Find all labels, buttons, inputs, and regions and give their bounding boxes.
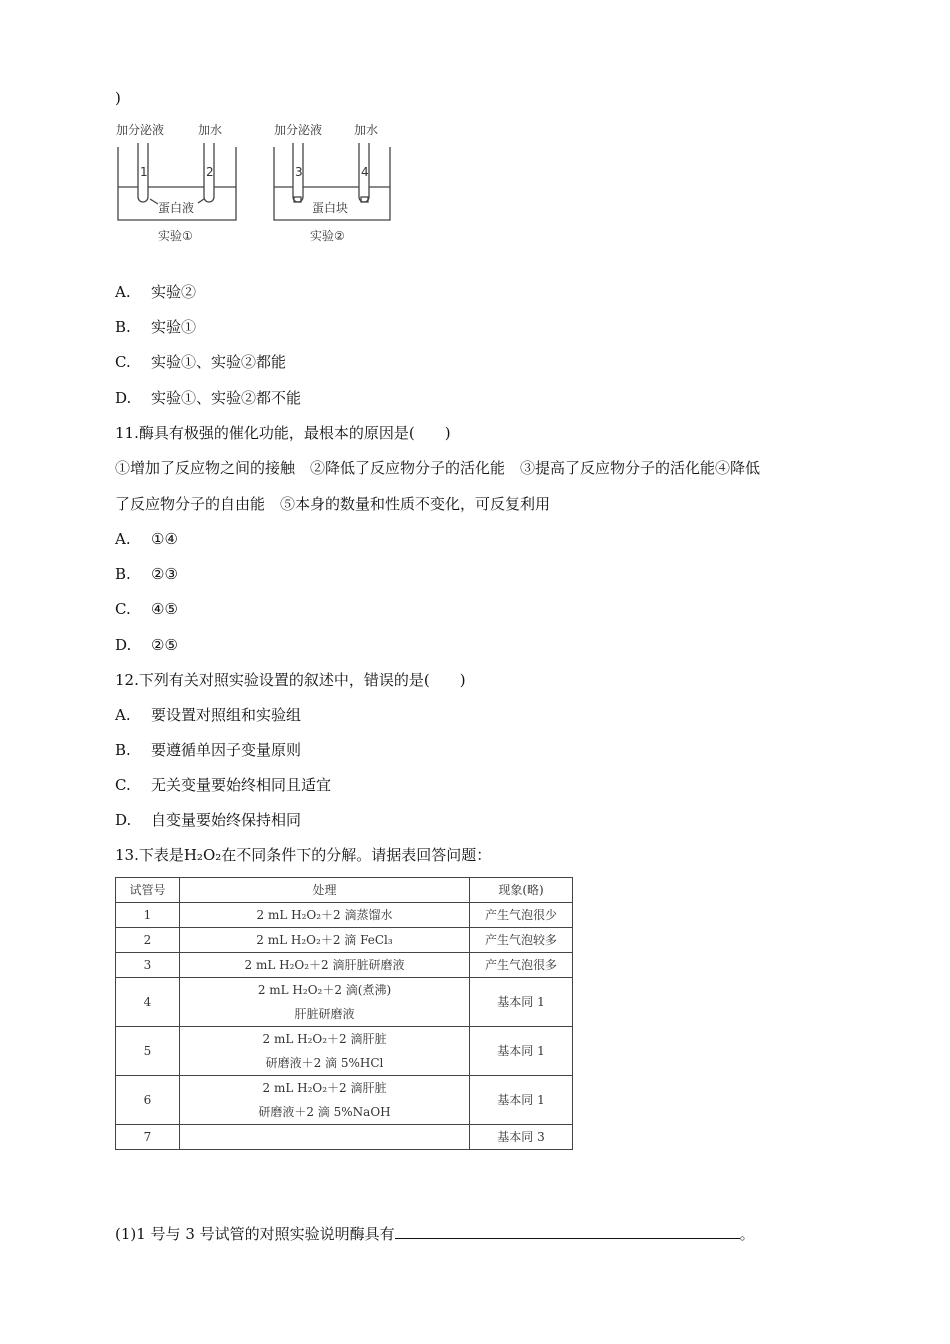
- option-key: B.: [115, 565, 131, 583]
- cell-no: 5: [116, 1027, 180, 1076]
- experiment-figure: [112, 115, 412, 250]
- option-key: A.: [115, 706, 131, 724]
- exp2-tube-3: 3: [295, 165, 303, 179]
- option-key: A.: [115, 283, 131, 301]
- q11-statements-line1: ①增加了反应物之间的接触 ②降低了反应物分子的活化能 ③提高了反应物分子的活化能④降低: [115, 459, 761, 477]
- table-row: [116, 1027, 573, 1076]
- q13-sub1: [115, 1224, 755, 1244]
- exp2-caption: 实验②: [310, 229, 345, 243]
- option-text: ②⑤: [151, 636, 178, 654]
- option-key: D.: [115, 811, 132, 829]
- q10-option-d: [115, 388, 301, 408]
- option-text: 实验②: [151, 283, 197, 301]
- q10-option-a: [115, 282, 196, 302]
- question-fragment-paren: ): [115, 89, 121, 107]
- cell-treatment: [180, 1076, 470, 1125]
- exp1-caption: 实验①: [158, 229, 193, 243]
- table-row: [116, 978, 573, 1027]
- option-text: 无关变量要始终相同且适宜: [151, 776, 332, 794]
- q11-option-c: [115, 599, 178, 619]
- sub1-text: (1)1 号与 3 号试管的对照实验说明酶具有: [115, 1225, 395, 1243]
- h2o2-table: [115, 877, 573, 1150]
- q10-option-b: [115, 317, 196, 337]
- treatment-line-1: 2 mL H₂O₂＋2 滴肝脏: [262, 1032, 387, 1046]
- cell-no: 6: [116, 1076, 180, 1125]
- treatment-line-1: 2 mL H₂O₂＋2 滴肝脏: [262, 1081, 387, 1095]
- sub1-suffix: 。: [739, 1225, 755, 1243]
- option-key: B.: [115, 318, 131, 336]
- cell-result: 基本同 3: [470, 1125, 573, 1150]
- option-key: D.: [115, 636, 132, 654]
- q12-option-b: [115, 740, 301, 760]
- option-key: C.: [115, 353, 131, 371]
- q10-option-c: [115, 352, 286, 372]
- exp1-tube-2: 2: [206, 165, 214, 179]
- option-text: 要设置对照组和实验组: [151, 706, 302, 724]
- option-key: A.: [115, 530, 131, 548]
- option-key: C.: [115, 600, 131, 618]
- cell-no: 1: [116, 903, 180, 928]
- treatment-line-2: 研磨液＋2 滴 5%NaOH: [258, 1105, 391, 1119]
- option-text: ②③: [151, 565, 178, 583]
- table-row: [116, 1125, 573, 1150]
- cell-result: 基本同 1: [470, 1076, 573, 1125]
- cell-treatment: [180, 978, 470, 1027]
- exp2-content: 蛋白块: [312, 201, 349, 215]
- q11-stem: 11.酶具有极强的催化功能，最根本的原因是( ): [115, 424, 451, 442]
- cell-no: 2: [116, 928, 180, 953]
- cell-treatment: [180, 1125, 470, 1150]
- exp2-label-right: 加水: [354, 123, 379, 137]
- cell-treatment: 2 mL H₂O₂＋2 滴蒸馏水: [180, 903, 470, 928]
- header-tube-no: 试管号: [116, 878, 180, 903]
- option-key: D.: [115, 389, 132, 407]
- q12-stem: 12.下列有关对照实验设置的叙述中，错误的是( ): [115, 671, 466, 689]
- option-text: 要遵循单因子变量原则: [151, 741, 302, 759]
- option-key: C.: [115, 776, 131, 794]
- q12-option-d: [115, 810, 301, 830]
- table-row: [116, 928, 573, 953]
- exp1-label-left: 加分泌液: [116, 123, 165, 137]
- option-key: B.: [115, 741, 131, 759]
- table-row: [116, 953, 573, 978]
- cell-no: 7: [116, 1125, 180, 1150]
- header-treatment: 处理: [180, 878, 470, 903]
- q11-option-d: [115, 635, 178, 655]
- cell-result: 基本同 1: [470, 978, 573, 1027]
- cell-result: 产生气泡很多: [470, 953, 573, 978]
- option-text: ④⑤: [151, 600, 178, 618]
- cell-no: 3: [116, 953, 180, 978]
- option-text: 自变量要始终保持相同: [151, 811, 302, 829]
- option-text: 实验①、实验②都能: [151, 353, 287, 371]
- cell-result: 产生气泡很少: [470, 903, 573, 928]
- q11-option-a: [115, 529, 178, 549]
- exp2-label-left: 加分泌液: [274, 123, 323, 137]
- q12-option-c: [115, 775, 331, 795]
- treatment-line-1: 2 mL H₂O₂＋2 滴(煮沸): [257, 983, 392, 997]
- q11-statements-line2: 了反应物分子的自由能 ⑤本身的数量和性质不变化，可反复利用: [115, 495, 551, 513]
- option-text: 实验①: [151, 318, 197, 336]
- cell-treatment: 2 mL H₂O₂＋2 滴肝脏研磨液: [180, 953, 470, 978]
- cell-treatment: 2 mL H₂O₂＋2 滴 FeCl₃: [180, 928, 470, 953]
- header-result: 现象(略): [470, 878, 573, 903]
- cell-no: 4: [116, 978, 180, 1027]
- exp2-tube-4: 4: [361, 165, 369, 179]
- table-header-row: [116, 878, 573, 903]
- treatment-line-2: 肝脏研磨液: [294, 1007, 355, 1021]
- exp1-tube-1: 1: [140, 165, 148, 179]
- cell-result: 基本同 1: [470, 1027, 573, 1076]
- q11-option-b: [115, 564, 178, 584]
- exp1-content: 蛋白液: [158, 201, 195, 215]
- option-text: 实验①、实验②都不能: [151, 389, 302, 407]
- option-text: ①④: [151, 530, 178, 548]
- treatment-line-2: 研磨液＋2 滴 5%HCl: [265, 1056, 384, 1070]
- q12-option-a: [115, 705, 301, 725]
- exp1-label-right: 加水: [198, 123, 223, 137]
- table-row: [116, 1076, 573, 1125]
- cell-result: 产生气泡较多: [470, 928, 573, 953]
- table-row: [116, 903, 573, 928]
- cell-treatment: [180, 1027, 470, 1076]
- answer-blank[interactable]: [395, 1224, 740, 1239]
- q13-stem: 13.下表是H₂O₂在不同条件下的分解。请据表回答问题：: [115, 846, 492, 864]
